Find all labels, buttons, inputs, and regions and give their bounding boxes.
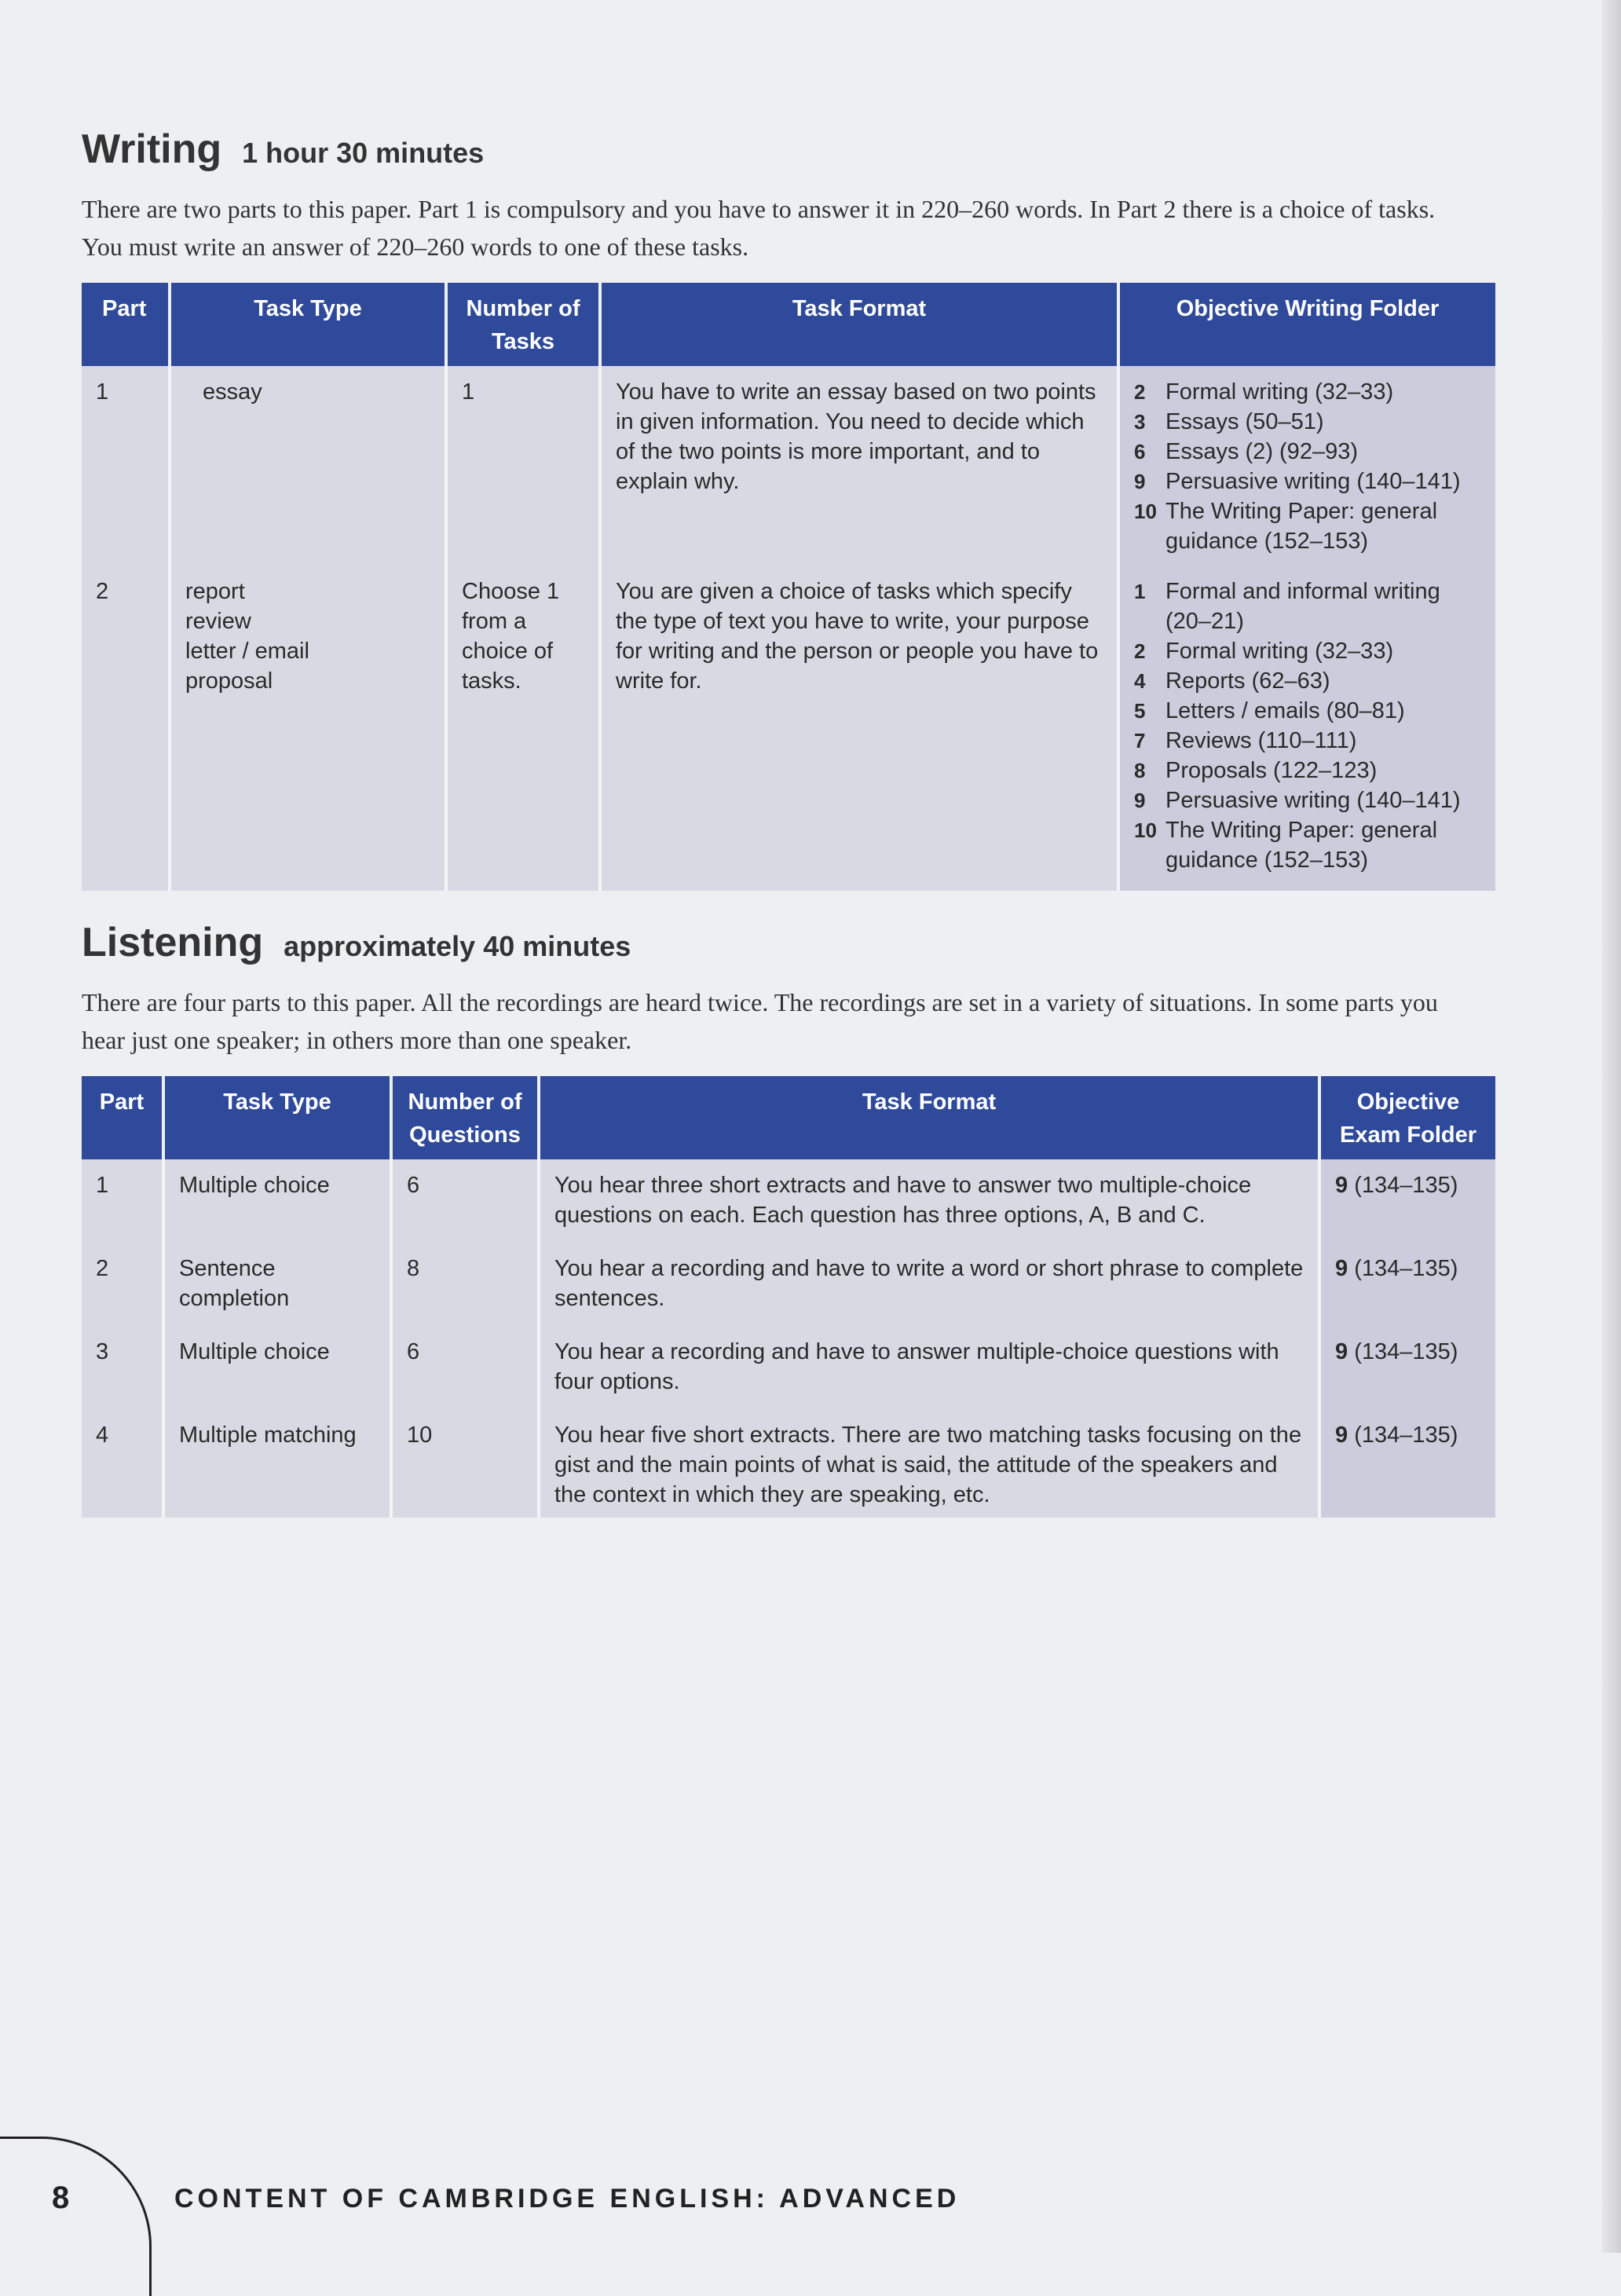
task-format: You hear five short extracts. There are two matching tasks focusing on the gist and the main points of what is said, the attitude of the speakers and the context in which they are speaking, etc.	[539, 1409, 1319, 1518]
table-row	[82, 366, 1495, 566]
part-number: 4	[82, 1409, 163, 1518]
listening-section	[82, 919, 1495, 1518]
list-item	[1134, 785, 1481, 815]
task-type-item: proposal	[185, 668, 273, 694]
header-objective-exam-folder: Objective Exam Folder	[1319, 1076, 1495, 1159]
list-item	[1134, 666, 1481, 696]
task-type	[170, 566, 446, 891]
folder-unit: 6	[1134, 440, 1146, 463]
table-row	[82, 1409, 1495, 1518]
table-row	[82, 566, 1495, 891]
folder-cell	[1319, 1243, 1495, 1326]
folder-list	[1134, 577, 1481, 875]
list-item	[1134, 636, 1481, 666]
folder-pages: (134–135)	[1354, 1423, 1458, 1448]
writing-table	[82, 283, 1495, 891]
folder-topic: Essays (50–51)	[1165, 409, 1324, 434]
folder-pages: (134–135)	[1354, 1173, 1458, 1198]
table-row	[82, 1159, 1495, 1243]
folder-list	[1134, 377, 1481, 556]
task-type-item: letter / email	[185, 639, 309, 664]
folder-topic: Reviews (110–111)	[1165, 728, 1357, 753]
task-type: Multiple choice	[163, 1326, 391, 1409]
folder-unit: 1	[1134, 580, 1146, 603]
writing-duration: 1 hour 30 minutes	[242, 137, 485, 169]
header-task-type: Task Type	[170, 283, 446, 366]
folder-unit: 3	[1134, 410, 1146, 434]
folder-cell	[1319, 1326, 1495, 1409]
task-type-item: report	[185, 579, 245, 604]
task-format: You hear a recording and have to answer multiple-choice questions with four options.	[539, 1326, 1319, 1409]
list-item	[1134, 496, 1481, 556]
running-title: CONTENT OF CAMBRIDGE ENGLISH: ADVANCED	[174, 2184, 961, 2214]
task-type-item: review	[185, 609, 251, 634]
folder-topic: Essays (2) (92–93)	[1165, 439, 1358, 464]
header-part: Part	[82, 1076, 163, 1159]
folder-unit: 10	[1134, 500, 1157, 523]
number-of-tasks: 1	[446, 366, 600, 566]
folder-unit: 9	[1134, 789, 1146, 812]
part-number: 3	[82, 1326, 163, 1409]
folder-topic: The Writing Paper: general guidance (152–153)	[1165, 818, 1438, 873]
list-item	[1134, 696, 1481, 726]
folder-unit: 5	[1134, 699, 1146, 723]
folder-topic: Persuasive writing (140–141)	[1165, 469, 1461, 494]
folder-topic: Persuasive writing (140–141)	[1165, 788, 1461, 813]
listening-table	[82, 1076, 1495, 1518]
folder-topic: Formal writing (32–33)	[1165, 379, 1394, 405]
page-footer	[0, 2137, 1621, 2253]
folder-topic: Formal and informal writing (20–21)	[1165, 579, 1440, 634]
folder-topic: Proposals (122–123)	[1165, 758, 1378, 783]
list-item	[1134, 726, 1481, 756]
writing-heading	[82, 126, 1495, 173]
number-of-questions: 6	[391, 1159, 539, 1243]
listening-duration: approximately 40 minutes	[284, 930, 631, 962]
folder-unit: 7	[1134, 729, 1146, 753]
number-of-questions: 8	[391, 1243, 539, 1326]
task-type: essay	[170, 366, 446, 566]
folder-unit: 10	[1134, 818, 1157, 842]
part-number: 1	[82, 1159, 163, 1243]
folder-topic: The Writing Paper: general guidance (152–153)	[1165, 499, 1438, 554]
footer-curve-decoration	[0, 2137, 152, 2296]
number-of-tasks: Choose 1 from a choice of tasks.	[446, 566, 600, 891]
task-format: You have to write an essay based on two points in given information. You need to decide which of the two points is more important, and to explain why.	[600, 366, 1118, 566]
task-format: You hear three short extracts and have to answer two multiple-choice questions on each. Each question has three options, A, B and C.	[539, 1159, 1319, 1243]
header-task-format: Task Format	[539, 1076, 1319, 1159]
folder-pages: (134–135)	[1354, 1339, 1458, 1364]
list-item	[1134, 577, 1481, 636]
folder-unit: 2	[1134, 639, 1146, 663]
folder-topic: Formal writing (32–33)	[1165, 639, 1394, 664]
folder-unit: 9	[1134, 470, 1146, 493]
page-edge-shadow	[1602, 0, 1621, 2253]
header-task-format: Task Format	[600, 283, 1118, 366]
header-part: Part	[82, 283, 170, 366]
folder-unit: 4	[1134, 669, 1146, 693]
folder-cell	[1118, 366, 1495, 566]
list-item	[1134, 756, 1481, 785]
folder-unit: 9	[1335, 1423, 1348, 1448]
list-item	[1134, 407, 1481, 437]
list-item	[1134, 815, 1481, 875]
header-number-of-questions: Number of Questions	[391, 1076, 539, 1159]
writing-header-row	[82, 283, 1495, 366]
folder-unit: 9	[1335, 1256, 1348, 1281]
part-number: 1	[82, 366, 170, 566]
header-number-of-tasks: Number of Tasks	[446, 283, 600, 366]
folder-unit: 9	[1335, 1173, 1348, 1198]
writing-intro: There are two parts to this paper. Part 1 is compulsory and you have to answer it in 220–260 words. In Part 2 there is a choice of tasks. You must write an answer of 220–260 words to one of these tasks.	[82, 195, 1436, 261]
task-format: You are given a choice of tasks which specify the type of text you have to write, your purpose for writing and the person or people you have to write for.	[600, 566, 1118, 891]
writing-section	[82, 126, 1495, 891]
folder-cell	[1319, 1409, 1495, 1518]
table-row	[82, 1243, 1495, 1326]
table-row	[82, 1326, 1495, 1409]
task-format: You hear a recording and have to write a word or short phrase to complete sentences.	[539, 1243, 1319, 1326]
header-task-type: Task Type	[163, 1076, 391, 1159]
page-number: 8	[52, 2181, 70, 2215]
list-item	[1134, 377, 1481, 407]
listening-title: Listening	[82, 920, 264, 965]
folder-cell	[1118, 566, 1495, 891]
listening-heading	[82, 919, 1495, 966]
folder-topic: Letters / emails (80–81)	[1165, 698, 1405, 723]
writing-title: Writing	[82, 126, 222, 172]
folder-cell	[1319, 1159, 1495, 1243]
folder-topic: Reports (62–63)	[1165, 668, 1330, 694]
part-number: 2	[82, 1243, 163, 1326]
task-type: Sentence completion	[163, 1243, 391, 1326]
folder-unit: 2	[1134, 380, 1146, 404]
listening-header-row	[82, 1076, 1495, 1159]
task-type: Multiple choice	[163, 1159, 391, 1243]
list-item	[1134, 467, 1481, 496]
folder-unit: 8	[1134, 759, 1146, 782]
list-item	[1134, 437, 1481, 467]
listening-intro: There are four parts to this paper. All the recordings are heard twice. The recordings are set in a variety of situations. In some parts you hear just one speaker; in others more than one speaker.	[82, 988, 1438, 1054]
folder-pages: (134–135)	[1354, 1256, 1458, 1281]
number-of-questions: 10	[391, 1409, 539, 1518]
header-objective-writing-folder: Objective Writing Folder	[1118, 283, 1495, 366]
number-of-questions: 6	[391, 1326, 539, 1409]
task-type: Multiple matching	[163, 1409, 391, 1518]
folder-unit: 9	[1335, 1339, 1348, 1364]
part-number: 2	[82, 566, 170, 891]
